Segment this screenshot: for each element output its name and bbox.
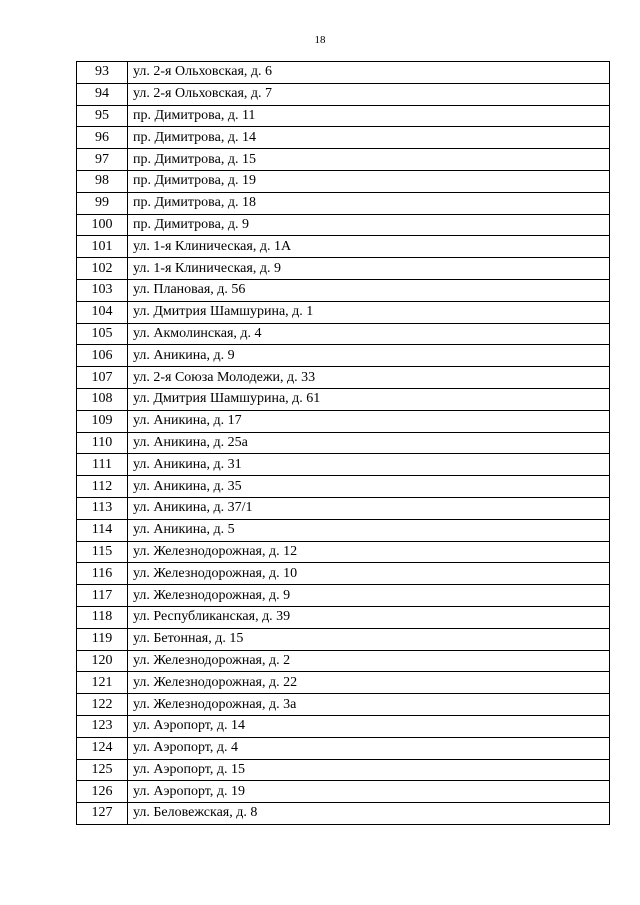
row-number-cell: 124 [77, 737, 128, 759]
table-row [77, 367, 610, 389]
address-cell: пр. Димитрова, д. 9 [128, 214, 610, 236]
address-cell: ул. Аникина, д. 17 [128, 410, 610, 432]
table-row [77, 127, 610, 149]
address-cell: пр. Димитрова, д. 15 [128, 149, 610, 171]
address-cell: ул. Аникина, д. 5 [128, 519, 610, 541]
table-row [77, 606, 610, 628]
address-cell: ул. Аникина, д. 35 [128, 476, 610, 498]
table-row [77, 62, 610, 84]
address-cell: пр. Димитрова, д. 18 [128, 192, 610, 214]
table-row [77, 301, 610, 323]
address-cell: ул. 1-я Клиническая, д. 1А [128, 236, 610, 258]
address-cell: ул. Аникина, д. 37/1 [128, 497, 610, 519]
table-row [77, 476, 610, 498]
row-number-cell: 95 [77, 105, 128, 127]
address-cell: ул. Железнодорожная, д. 3а [128, 694, 610, 716]
table-row [77, 388, 610, 410]
row-number-cell: 106 [77, 345, 128, 367]
table-row [77, 781, 610, 803]
address-cell: ул. 2-я Ольховская, д. 6 [128, 62, 610, 84]
address-cell: ул. 2-я Ольховская, д. 7 [128, 83, 610, 105]
address-cell: ул. Республиканская, д. 39 [128, 606, 610, 628]
row-number-cell: 108 [77, 388, 128, 410]
row-number-cell: 125 [77, 759, 128, 781]
table-row [77, 279, 610, 301]
row-number-cell: 102 [77, 258, 128, 280]
row-number-cell: 104 [77, 301, 128, 323]
table-row [77, 83, 610, 105]
table-row [77, 345, 610, 367]
row-number-cell: 100 [77, 214, 128, 236]
row-number-cell: 96 [77, 127, 128, 149]
table-row [77, 519, 610, 541]
table-row [77, 563, 610, 585]
address-cell: ул. 2-я Союза Молодежи, д. 33 [128, 367, 610, 389]
row-number-cell: 115 [77, 541, 128, 563]
table-row [77, 650, 610, 672]
address-cell: ул. Железнодорожная, д. 2 [128, 650, 610, 672]
address-table-body [77, 62, 610, 825]
row-number-cell: 93 [77, 62, 128, 84]
row-number-cell: 98 [77, 170, 128, 192]
address-cell: пр. Димитрова, д. 14 [128, 127, 610, 149]
table-row [77, 715, 610, 737]
address-cell: ул. Аникина, д. 31 [128, 454, 610, 476]
address-cell: ул. Аэропорт, д. 19 [128, 781, 610, 803]
address-cell: ул. Беловежская, д. 8 [128, 803, 610, 825]
row-number-cell: 103 [77, 279, 128, 301]
table-row [77, 149, 610, 171]
table-row [77, 432, 610, 454]
row-number-cell: 118 [77, 606, 128, 628]
table-row [77, 628, 610, 650]
row-number-cell: 119 [77, 628, 128, 650]
table-row [77, 672, 610, 694]
table-row [77, 192, 610, 214]
table-row [77, 410, 610, 432]
table-row [77, 497, 610, 519]
table-row [77, 541, 610, 563]
address-cell: ул. Дмитрия Шамшурина, д. 61 [128, 388, 610, 410]
address-cell: пр. Димитрова, д. 19 [128, 170, 610, 192]
row-number-cell: 113 [77, 497, 128, 519]
address-cell: ул. Аэропорт, д. 15 [128, 759, 610, 781]
table-row [77, 759, 610, 781]
address-cell: ул. Дмитрия Шамшурина, д. 1 [128, 301, 610, 323]
table-row [77, 737, 610, 759]
row-number-cell: 105 [77, 323, 128, 345]
address-cell: ул. Аникина, д. 9 [128, 345, 610, 367]
row-number-cell: 97 [77, 149, 128, 171]
row-number-cell: 99 [77, 192, 128, 214]
row-number-cell: 114 [77, 519, 128, 541]
address-table [76, 61, 610, 825]
row-number-cell: 123 [77, 715, 128, 737]
row-number-cell: 107 [77, 367, 128, 389]
address-cell: ул. Бетонная, д. 15 [128, 628, 610, 650]
row-number-cell: 122 [77, 694, 128, 716]
row-number-cell: 109 [77, 410, 128, 432]
table-row [77, 258, 610, 280]
address-cell: ул. Железнодорожная, д. 12 [128, 541, 610, 563]
page-number: 18 [314, 34, 326, 46]
row-number-cell: 101 [77, 236, 128, 258]
table-row [77, 214, 610, 236]
table-row [77, 170, 610, 192]
row-number-cell: 112 [77, 476, 128, 498]
row-number-cell: 120 [77, 650, 128, 672]
row-number-cell: 111 [77, 454, 128, 476]
address-cell: пр. Димитрова, д. 11 [128, 105, 610, 127]
table-row [77, 803, 610, 825]
row-number-cell: 121 [77, 672, 128, 694]
table-row [77, 585, 610, 607]
table-row [77, 236, 610, 258]
row-number-cell: 117 [77, 585, 128, 607]
address-cell: ул. Аэропорт, д. 14 [128, 715, 610, 737]
row-number-cell: 126 [77, 781, 128, 803]
address-cell: ул. Аэропорт, д. 4 [128, 737, 610, 759]
address-cell: ул. Акмолинская, д. 4 [128, 323, 610, 345]
table-row [77, 105, 610, 127]
row-number-cell: 94 [77, 83, 128, 105]
row-number-cell: 127 [77, 803, 128, 825]
table-row [77, 454, 610, 476]
address-cell: ул. Железнодорожная, д. 10 [128, 563, 610, 585]
address-cell: ул. 1-я Клиническая, д. 9 [128, 258, 610, 280]
table-row [77, 323, 610, 345]
address-cell: ул. Аникина, д. 25а [128, 432, 610, 454]
address-cell: ул. Железнодорожная, д. 9 [128, 585, 610, 607]
row-number-cell: 110 [77, 432, 128, 454]
address-cell: ул. Железнодорожная, д. 22 [128, 672, 610, 694]
row-number-cell: 116 [77, 563, 128, 585]
address-cell: ул. Плановая, д. 56 [128, 279, 610, 301]
table-row [77, 694, 610, 716]
